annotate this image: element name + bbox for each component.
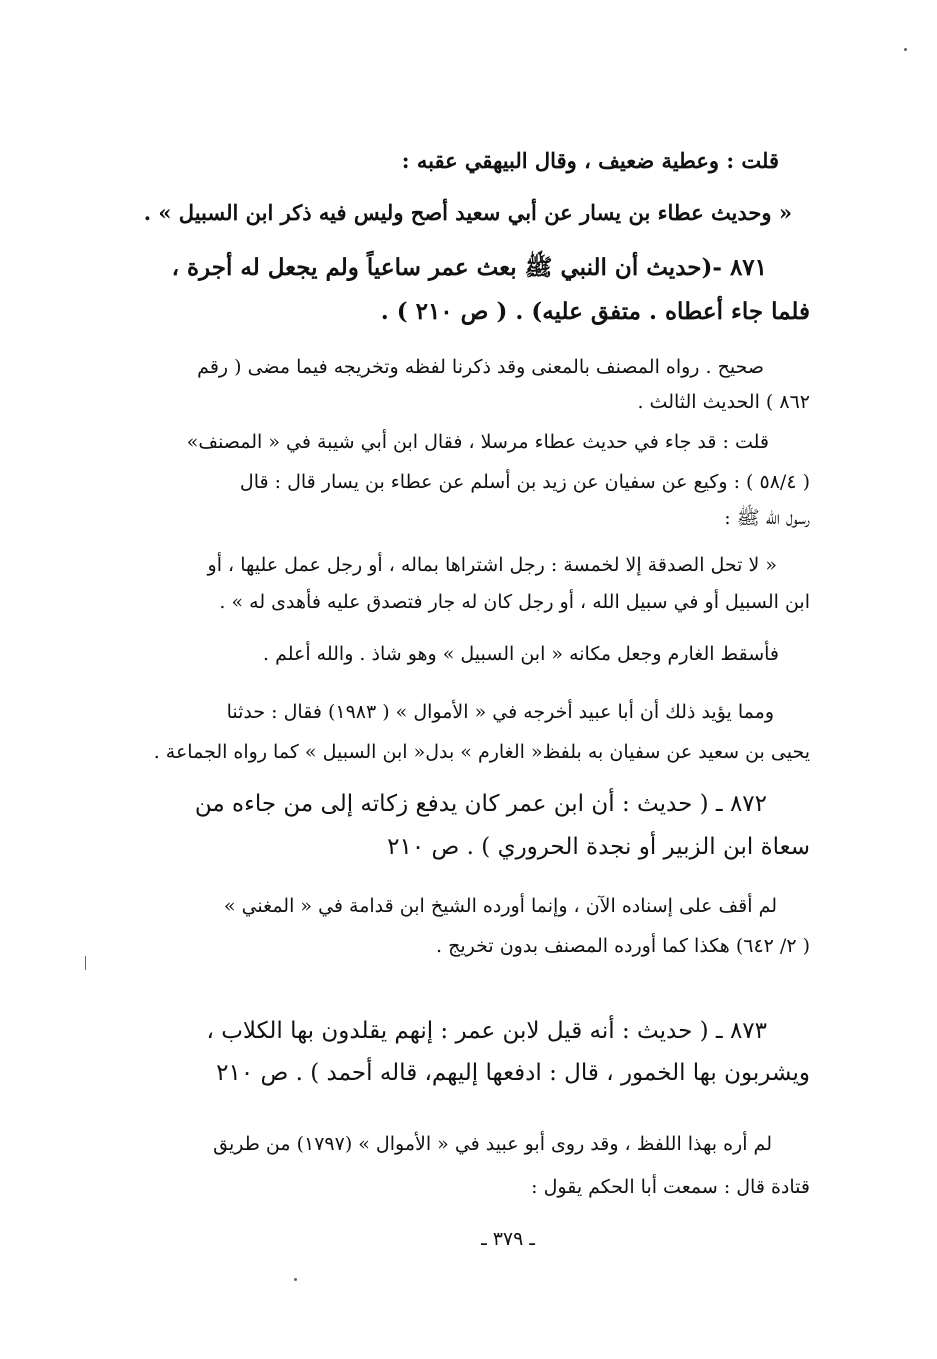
text-line: « لا تحل الصدقة إلا لخمسة : رجل اشتراها بماله ، أو رجل عمل عليها ، أو [207,554,777,576]
text-line: فأسقط الغارم وجعل مكانه « ابن السبيل » وهو شاذ . والله أعلم . [262,643,779,665]
text-line: « وحديث عطاء بن يسار عن أبي سعيد أصح وليس فيه ذكر ابن السبيل » . [143,200,792,225]
page-number: ـ ٣٧٩ ـ [481,1228,535,1250]
hadith-line: ٨٧١ -(حديث أن النبي ﷺ بعث عمر ساعياً ولم يجعل له أجرة ، [171,254,767,281]
text-line: يحيى بن سعيد عن سفيان به بلفظ« الغارم » بدل« ابن السبيل » كما رواه الجماعة . [153,741,810,763]
text-line: ( ٢/ ٦٤٢) هكذا كما أورده المصنف بدون تخريج . [435,935,810,957]
hadith-line: ٨٧٣ ـ ( حديث : أنه قيل لابن عمر : إنهم يقلدون بها الكلاب ، [206,1018,767,1044]
text-line: قلت : قد جاء في حديث عطاء مرسلا ، فقال ابن أبي شيبة في « المصنف» [186,431,769,453]
scan-speck [85,956,86,970]
text-line: ( ٥٨/٤ ) : وكيع عن سفيان عن زيد بن أسلم عن عطاء بن يسار قال : قال [239,471,810,493]
hadith-line: فلما جاء أعطاه . متفق عليه) . ( ص ٢١٠ ) . [380,298,810,325]
text-line: ابن السبيل أو في سبيل الله ، أو رجل كان له جار فتصدق عليه فأهدى له » . [219,591,810,613]
text-line: ٨٦٢ ) الحديث الثالث . [637,391,810,413]
text-line: ومما يؤيد ذلك أن أبا عبيد أخرجه في « الأموال » ( ١٩٨٣) فقال : حدثنا [226,701,774,723]
text-line: صحيح . رواه المصنف بالمعنى وقد ذكرنا لفظه وتخريجه فيما مضى ( رقم [197,356,764,378]
text-line: قلت : وعطية ضعيف ، وقال البيهقي عقبه : [401,148,779,173]
scan-speck [904,48,907,51]
hadith-line: سعاة ابن الزبير أو نجدة الحروري ) . ص ٢١٠ [387,834,810,860]
text-line: لم أقف على إسناده الآن ، وإنما أورده الشيخ ابن قدامة في « المغني » [223,895,777,917]
scan-speck [294,1278,297,1281]
text-line: رسول الله ﷺ : [724,507,810,529]
hadith-line: ويشربون بها الخمور ، قال : ادفعها إليهم، قاله أحمد ) . ص ٢١٠ [216,1060,810,1086]
hadith-line: ٨٧٢ ـ ( حديث : أن ابن عمر كان يدفع زكاته إلى من جاءه من [194,791,767,817]
text-line: قتادة قال : سمعت أبا الحكم يقول : [531,1176,810,1198]
text-line: لم أره بهذا اللفظ ، وقد روى أبو عبيد في « الأموال » (١٧٩٧) من طريق [213,1133,772,1155]
